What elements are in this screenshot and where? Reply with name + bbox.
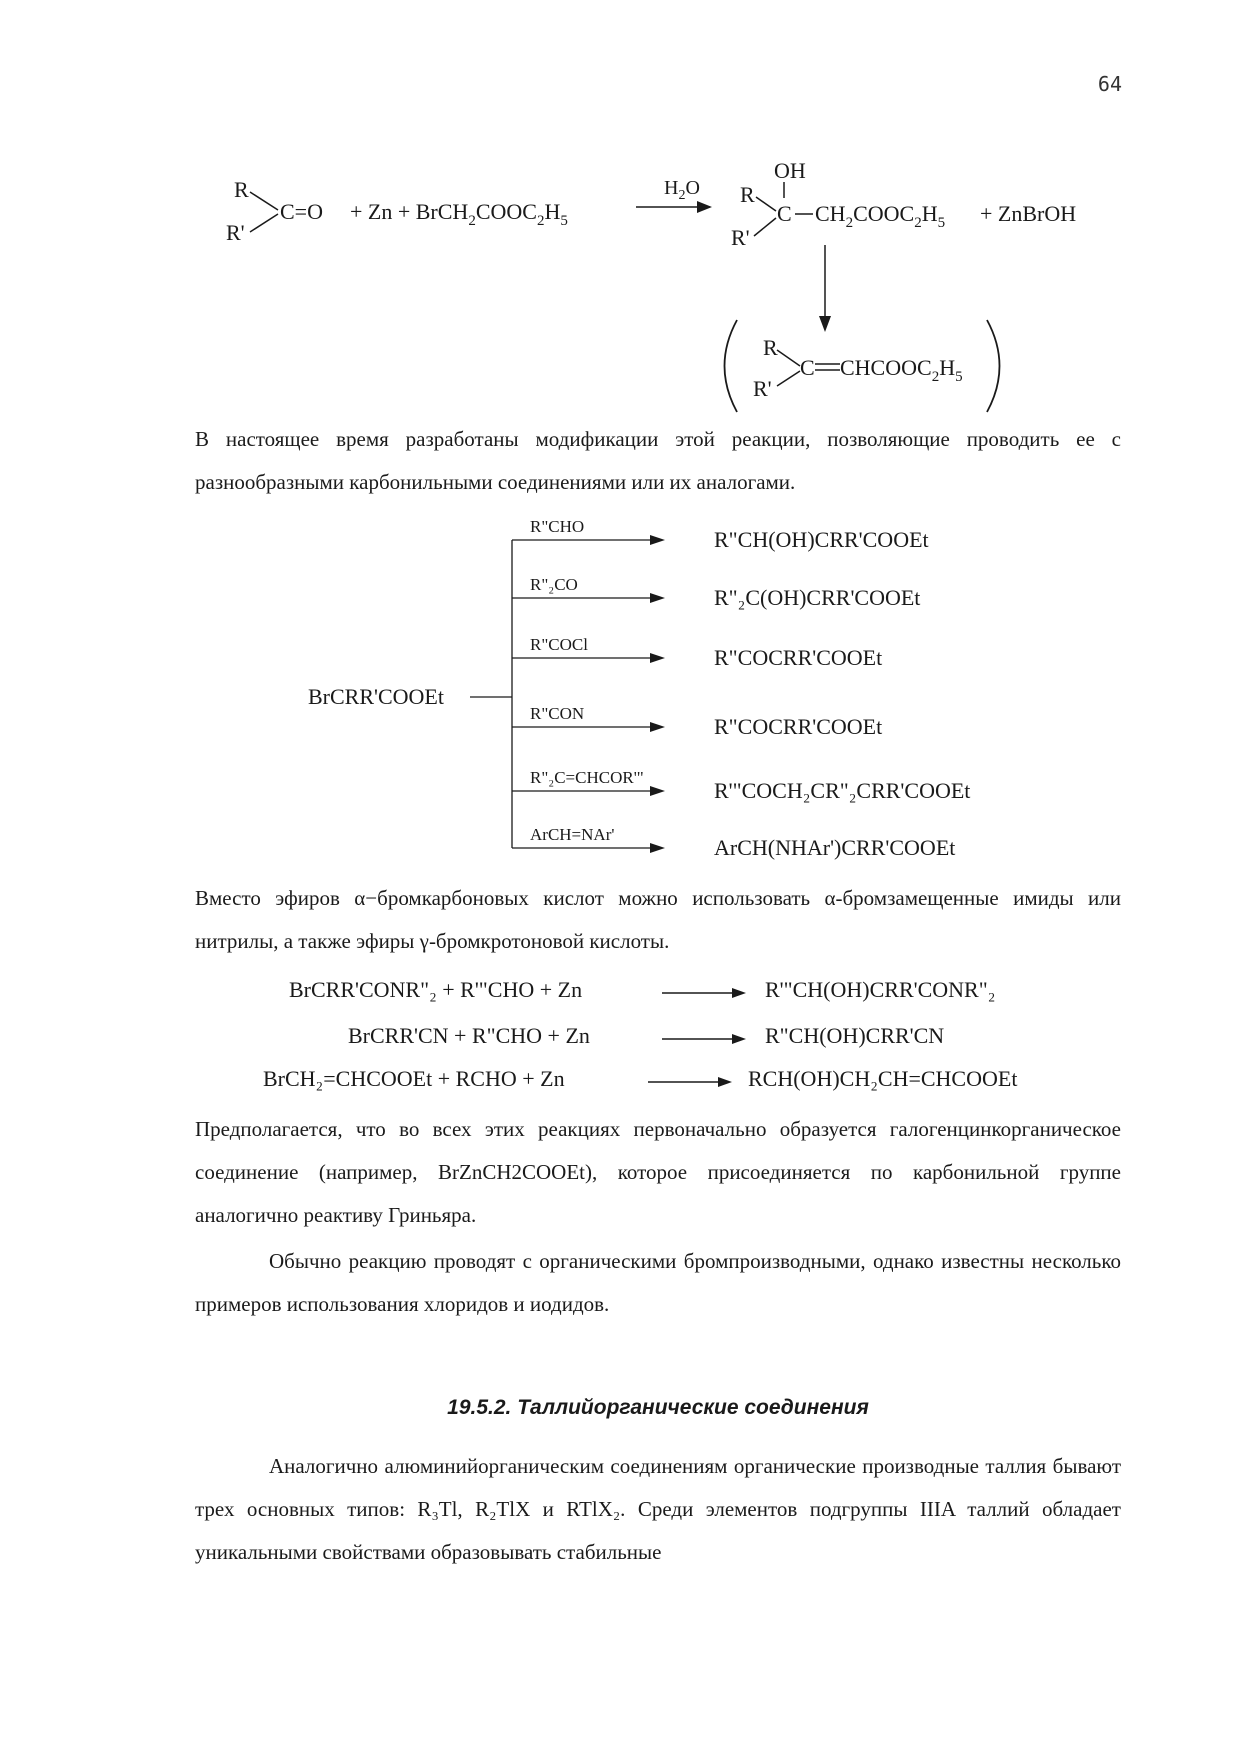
branch-reagent-5: R"₂C=CHCOR'" [530, 768, 644, 787]
branch-arrowhead-3 [650, 653, 665, 663]
svg-text:R: R [763, 335, 778, 360]
equation-2-left: BrCRR'CN + R"CHO + Zn [348, 1023, 590, 1048]
svg-text:R': R' [731, 225, 750, 250]
branch-product-3: R"COCRR'COOEt [714, 645, 883, 670]
paragraph-thallium: Аналогично алюминийорганическим соединениям органические производные таллия бывают трех основных типов: R₃Tl, R₂TlX и RTlX₂. Среди элементов подгруппы IIIA таллий обладает уникальными свойствами образовывать стабильные [195, 1454, 1121, 1564]
reaction-scheme-reformatsky [0, 0, 1239, 420]
section-heading: 19.5.2. Таллийорганические соединения [447, 1396, 869, 1419]
branch-arrowhead-6 [650, 843, 665, 853]
byproduct: + ZnBrOH [980, 201, 1077, 226]
product-chain: CH [815, 201, 846, 226]
elimination-carbon: C [800, 355, 815, 380]
carbonyl-group: C=O [280, 199, 323, 224]
branch-arrowhead-4 [650, 722, 665, 732]
branch-product-4: R"COCRR'COOEt [714, 714, 883, 739]
product-carbon: C [777, 201, 792, 226]
paragraph-modifications: В настоящее время разработаны модификации этой реакции, позволяющие проводить ее с разнообразными карбонильными соединениями или их аналогами. [195, 427, 1121, 494]
equation-2-arrow [660, 1031, 760, 1047]
condition-h2o: H [664, 177, 679, 199]
equation-3-right: RCH(OH)CH₂CH=CHCOOEt [748, 1066, 1018, 1091]
hydroxyl-group: OH [774, 158, 806, 183]
equation-1-right: R'"CH(OH)CRR'CONR"₂ [765, 977, 996, 1002]
equation-1-arrow [660, 985, 760, 1001]
branch-reagent-2: R"₂CO [530, 575, 578, 594]
branch-arrowhead-2 [650, 593, 665, 603]
svg-text:R: R [740, 182, 755, 207]
branch-product-1: R"CH(OH)CRR'COOEt [714, 527, 929, 552]
reagents-text: + Zn + BrCH [350, 199, 469, 224]
elimination-chain: CHCOOC [840, 355, 932, 380]
branch-product-2: R"₂C(OH)CRR'COOEt [714, 585, 921, 610]
branch-reagent-6: ArCH=NAr' [530, 825, 615, 844]
equation-1-left: BrCRR'CONR"₂ + R'"CHO + Zn [289, 977, 583, 1002]
reaction-scheme-branches [0, 510, 1239, 870]
svg-text:+ Zn + BrCH2COOC2H5: + $Zn + BrCH_2COOC_2H_5$ [350, 199, 568, 229]
paragraph-mechanism: Предполагается, что во всех этих реакциях первоначально образуется галогенцинкорганическое соединение (например, BrZnCH2COOEt), которое присоединяется по карбонильной группе аналогично реактиву Гриньяра. [195, 1117, 1121, 1227]
branch-product-6: ArCH(NHAr')CRR'COOEt [714, 835, 956, 860]
reactant-r: R [234, 177, 249, 202]
page-number: 64 [1097, 72, 1122, 96]
branch-reagent-3: R"COCl [530, 635, 588, 654]
branch-product-5: R'"COCH₂CR"₂CRR'COOEt [714, 778, 971, 803]
branch-start: BrCRR'COOEt [308, 684, 444, 709]
equation-2-right: R"CH(OH)CRR'CN [765, 1023, 945, 1048]
branch-arrowhead-1 [650, 535, 665, 545]
equation-3-arrow [646, 1074, 746, 1090]
svg-text:H2O: $H_2O$ [664, 177, 700, 203]
equation-3-left: BrCH₂=CHCOOEt + RCHO + Zn [263, 1066, 565, 1091]
branch-reagent-1: R"CHO [530, 517, 585, 536]
svg-text:R': R' [753, 376, 772, 401]
branch-arrowhead-5 [650, 786, 665, 796]
reactant-r-prime: R' [226, 220, 245, 245]
branch-reagent-4: R"CON [530, 704, 585, 723]
paragraph-halides: Обычно реакцию проводят с органическими бромпроизводными, однако известны несколько примеров использования хлоридов и иодидов. [195, 1249, 1121, 1316]
paragraph-alternatives: Вместо эфиров α−бромкарбоновых кислот можно использовать α-бромзамещенные имиды или нитрилы, а также эфиры γ-бромкротоновой кислоты. [195, 886, 1121, 953]
svg-text:CHCOOC2H5: $CHCOOC_2H_5$ [840, 355, 963, 385]
svg-text:CH2COOC2H5: $CH_2COOC_2H_5$ [815, 201, 946, 231]
